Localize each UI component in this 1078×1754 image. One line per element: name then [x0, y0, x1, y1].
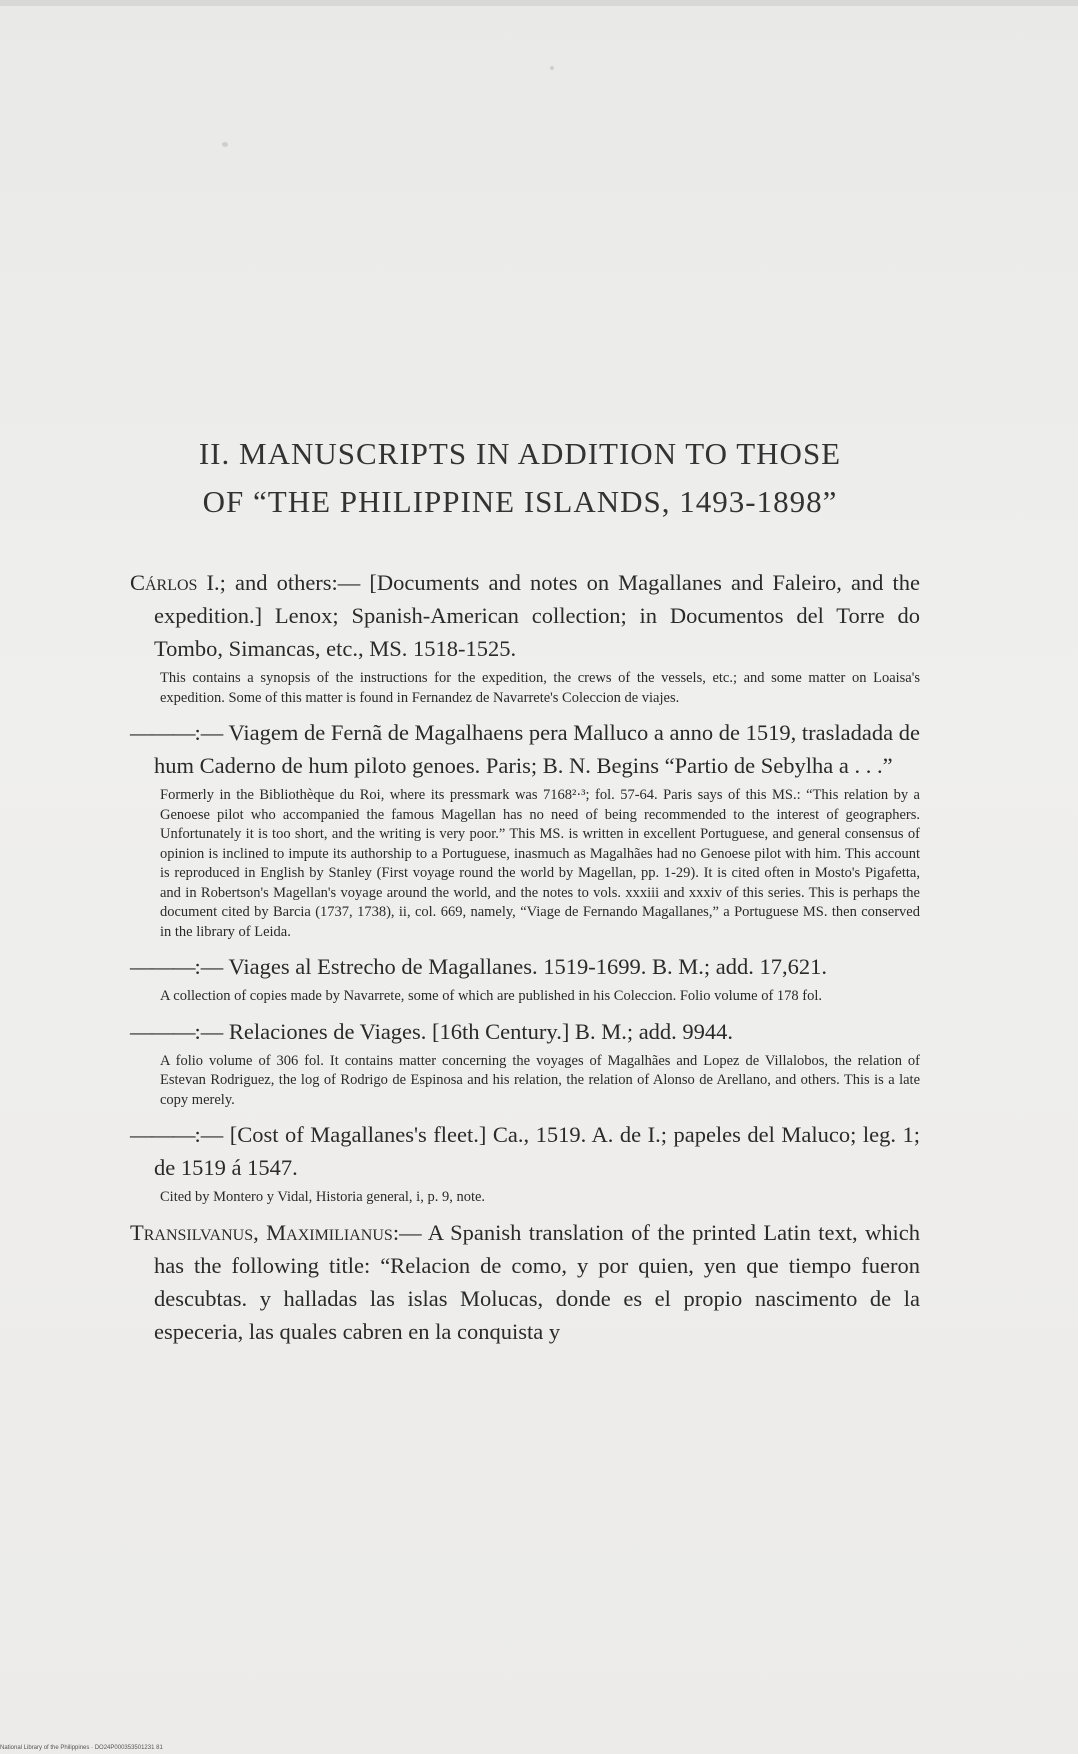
- entry-body: :— [Cost of Magallanes's fleet.] Ca., 1519. A. de I.; papeles del Maluco; leg. 1; de 1519 á 1547.: [154, 1122, 920, 1180]
- entry-author: Transilvanus, Maximilianus: [130, 1219, 393, 1245]
- entry-author-dash: ———: [130, 954, 195, 979]
- entry-body: :— Viages al Estrecho de Magallanes. 1519-1699. B. M.; add. 17,621.: [194, 954, 827, 979]
- entry-text: [130, 1216, 920, 1348]
- entry-text: [130, 566, 920, 665]
- library-footer: National Library of the Philippines · DO24P000353501231 81: [0, 1745, 163, 1751]
- bibliography-entry: [130, 1216, 920, 1348]
- entry-author-dash: ———: [130, 720, 195, 745]
- scan-speck: [550, 66, 554, 70]
- entry-text: [130, 716, 920, 782]
- entry-note: Formerly in the Bibliothèque du Roi, where its pressmark was 7168²·³; fol. 57-64. Paris says of this MS.: “This relation by a Genoese pilot who accompanied the famous Magellan has no need of being recommended to the interest of geographers. Unfortunately it is too short, and the writing is very poor.” This MS. is written in excellent Portuguese, and general consensus of opinion is inclined to impute its authorship to a Portuguese, inasmuch as Magalhães had no Genoese pilot with him. This account is reproduced in English by Stanley (First voyage round the world by Magellan, pp. 1-29). It is cited often in Mosto's Pigafetta, and in Robertson's Magellan's voyage around the world, and the notes to vols. xxxiii and xxxiv of this series. This is perhaps the document cited by Barcia (1737, 1738), ii, col. 669, namely, “Viage de Fernando Magallanes,” a Portuguese MS. then conserved in the library of Leida.: [160, 787, 920, 940]
- entry-body: :— A Spanish translation of the printed Latin text, which has the following title: “Relacion de como, y por quien, yen que tiempo fueron descubtas. y halladas las islas Molucas, donde es el propio nascimento de la especeria, las quales cabren en la conquista y: [154, 1219, 921, 1344]
- entry-body: ; and others:— [Documents and notes on Magallanes and Faleiro, and the expedition.] Lenox; Spanish-American collection; in Documentos del Torre do Tombo, Simancas, etc., MS. 1518-1525.: [154, 570, 921, 661]
- entry-note: Cited by Montero y Vidal, Historia general, i, p. 9, note.: [160, 1189, 486, 1205]
- bibliography-entry: [130, 1015, 920, 1111]
- entry-author: Cárlos I.: [130, 570, 220, 595]
- entry-text: [130, 950, 920, 983]
- bibliography-entry: [130, 566, 920, 708]
- entry-author-dash: ———: [130, 1122, 195, 1147]
- entry-text: [130, 1118, 920, 1184]
- entry-text: [130, 1015, 920, 1048]
- scan-speck: [222, 142, 228, 147]
- entry-author-dash: ———: [130, 1018, 195, 1044]
- bibliography-entry: [130, 1118, 920, 1208]
- section-heading-line-2: OF “THE PHILIPPINE ISLANDS, 1493-1898”: [202, 484, 838, 519]
- entry-body: :— Relaciones de Viages. [16th Century.] B. M.; add. 9944.: [194, 1018, 734, 1044]
- entry-note: A folio volume of 306 fol. It contains matter concerning the voyages of Magalhães and Lopez de Villalobos, the relation of Estevan Rodriguez, the log of Rodrigo de Espinosa and his relation, the relation of Alonso de Arellano, and others. This is a late copy merely.: [160, 1052, 920, 1108]
- bibliography-list: [130, 566, 920, 1348]
- section-heading-line-1: II. MANUSCRIPTS IN ADDITION TO THOSE: [198, 436, 842, 471]
- entry-note: This contains a synopsis of the instructions for the expedition, the crews of the vessels, etc.; and some matter on Loaisa's expedition. Some of this matter is found in Fernandez de Navarrete's Coleccion de viajes.: [160, 670, 920, 706]
- scan-edge: [0, 0, 1078, 6]
- bibliography-entry: [130, 716, 920, 942]
- bibliography-entry: [130, 950, 920, 1007]
- entry-body: :— Viagem de Fernã de Magalhaens pera Malluco a anno de 1519, trasladada de hum Caderno de hum piloto genoes. Paris; B. N. Begins “Partio de Sebylha a . . .”: [154, 720, 920, 778]
- entry-note: A collection of copies made by Navarrete, some of which are published in his Coleccion. Folio volume of 178 fol.: [160, 988, 823, 1004]
